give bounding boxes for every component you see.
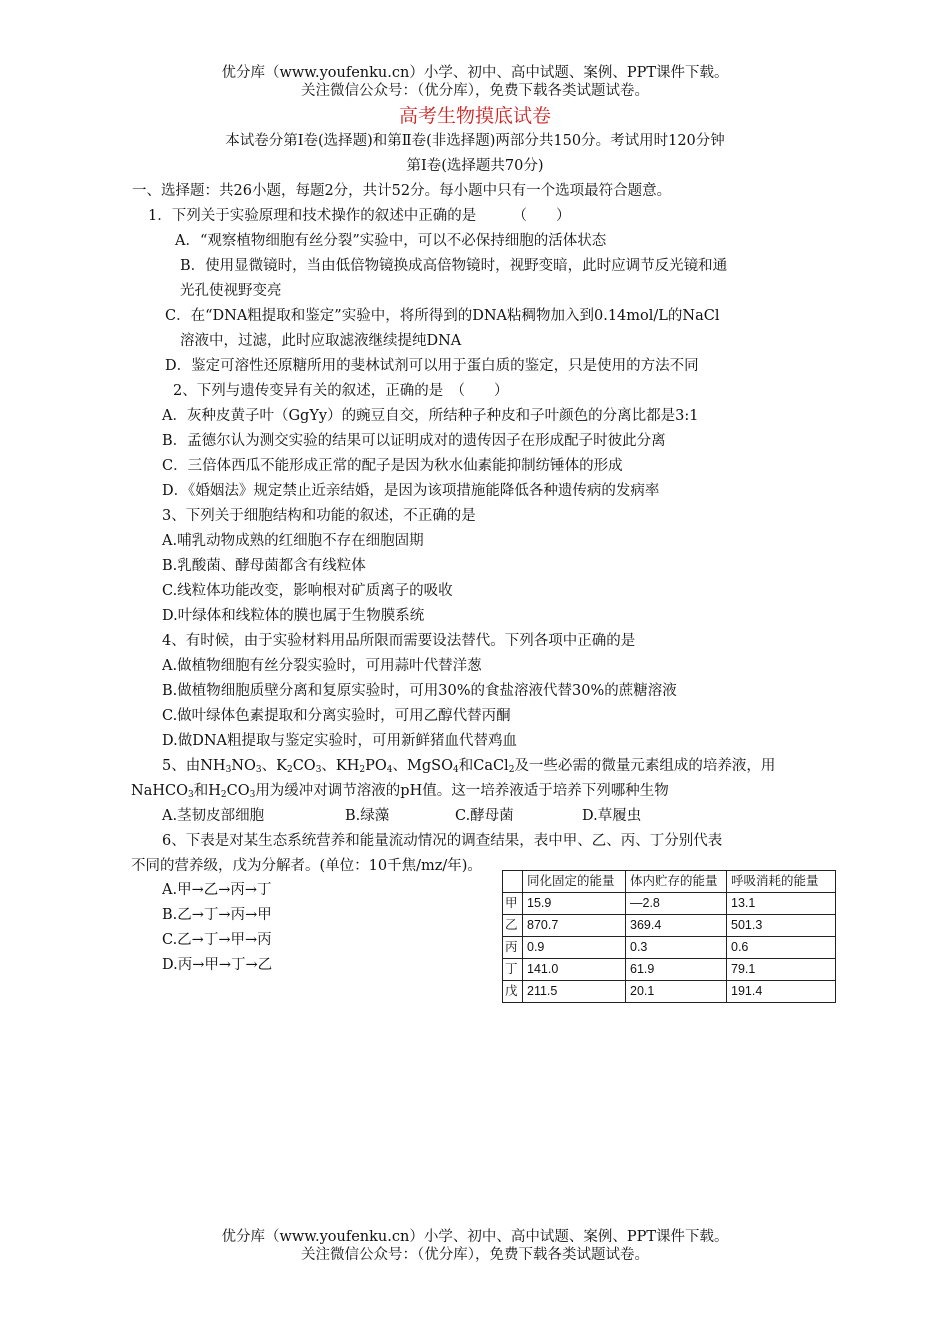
q6-stem-line1: 6、下表是对某生态系统营养和能量流动情况的调查结果，表中甲、乙、丙、丁分别代表	[162, 833, 723, 849]
part1-heading: 第Ⅰ卷(选择题共70分)	[406, 158, 544, 174]
q5-stem-line2: NaHCO$_3$和$H_2CO_3$用为缓冲对调节溶液的pH值。这一培养液适于培养下列哪种生物	[131, 783, 669, 800]
q1-option-d: D．鉴定可溶性还原糖所用的斐林试剂可以用于蛋白质的鉴定，只是使用的方法不同	[165, 358, 699, 374]
exam-intro: 本试卷分第Ⅰ卷(选择题)和第Ⅱ卷(非选择题)两部分共150分。考试用时120分钟	[225, 133, 725, 149]
table-row	[503, 981, 836, 1003]
table-cell: 乙	[503, 915, 523, 937]
table-cell: 141.0	[523, 959, 626, 981]
q4-stem: 4、有时候，由于实验材料用品所限而需要设法替代。下列各项中正确的是	[162, 633, 636, 649]
table-cell: —2.8	[626, 893, 727, 915]
q3-option-c: C.线粒体功能改变，影响根对矿质离子的吸收	[162, 583, 453, 599]
table-cell: 79.1	[727, 959, 836, 981]
table-row	[503, 893, 836, 915]
q3-option-d: D.叶绿体和线粒体的膜也属于生物膜系统	[162, 608, 425, 624]
q3-option-a: A.哺乳动物成熟的红细胞不存在细胞固期	[162, 533, 424, 549]
q5-option-c: C.酵母菌	[455, 808, 514, 824]
section1-heading: 一、选择题：共26小题，每题2分，共计52分。每小题中只有一个选项最符合题意。	[132, 183, 672, 199]
table-cell: 20.1	[626, 981, 727, 1003]
q1-option-b-line1: B．使用显微镜时，当由低倍物镜换成高倍物镜时，视野变暗，此时应调节反光镜和通	[180, 258, 728, 274]
q1-option-c-line2: 溶液中，过滤，此时应取滤液继续提纯DNA	[180, 333, 462, 349]
q4-option-a: A.做植物细胞有丝分裂实验时，可用蒜叶代替洋葱	[162, 658, 482, 674]
q4-option-c: C.做叶绿体色素提取和分离实验时，可用乙醇代替丙酮	[162, 708, 511, 724]
q4-option-d: D.做DNA粗提取与鉴定实验时，可用新鲜猪血代替鸡血	[162, 733, 518, 749]
header-line-1: 优分库（www.youfenku.cn）小学、初中、高中试题、案例、PPT课件下载。	[221, 65, 729, 81]
q3-option-b: B.乳酸菌、酵母菌都含有线粒体	[162, 558, 366, 574]
q6-option-a: A.甲→乙→丙→丁	[162, 882, 272, 898]
table-row	[503, 915, 836, 937]
table-row	[503, 937, 836, 959]
table-cell: 甲	[503, 893, 523, 915]
q6-stem-line2: 不同的营养级，戊为分解者。(单位：10千焦/mz/年)。	[131, 858, 482, 874]
footer-line-2: 关注微信公众号：（优分库），免费下载各类试题试卷。	[301, 1247, 649, 1263]
table-cell: 191.4	[727, 981, 836, 1003]
q1-option-b-line2: 光孔使视野变亮	[180, 283, 282, 299]
exam-title: 高考生物摸底试卷	[398, 105, 551, 127]
q4-option-b: B.做植物细胞质壁分离和复原实验时，可用30%的食盐溶液代替30%的蔗糖溶液	[162, 683, 677, 699]
table-cell: 0.6	[727, 937, 836, 959]
q5-stem-line1: 5、由$NH_3NO_3$、$K_2CO_3$、$KH_2PO_4$、MgSO$_4$和CaCl$_2$及一些必需的微量元素组成的培养液，用	[162, 758, 776, 775]
footer-line-1: 优分库（www.youfenku.cn）小学、初中、高中试题、案例、PPT课件下载。	[221, 1229, 729, 1245]
q2-option-c: C．三倍体西瓜不能形成正常的配子是因为秋水仙素能抑制纺锤体的形成	[162, 458, 623, 474]
table-cell: 501.3	[727, 915, 836, 937]
header-line-2: 关注微信公众号：（优分库），免费下载各类试题试卷。	[301, 83, 649, 99]
energy-flow-table	[502, 870, 836, 1003]
q2-option-a: A．灰种皮黄子叶（GgYy）的豌豆自交，所结种子种皮和子叶颜色的分离比都是3:1	[162, 408, 699, 424]
q6-option-b: B.乙→丁→丙→甲	[162, 907, 272, 923]
table-cell: 丁	[503, 959, 523, 981]
q1-option-c-line1: C．在“DNA粗提取和鉴定”实验中，将所得到的DNA粘稠物加入到0.14mol/L的NaCl	[165, 308, 720, 324]
q1-option-a: A．“观察植物细胞有丝分裂”实验中，可以不必保持细胞的活体状态	[175, 233, 607, 249]
table-row	[503, 959, 836, 981]
q5-option-b: B.绿藻	[345, 808, 390, 824]
q1-stem: 1．下列关于实验原理和技术操作的叙述中正确的是 （ ）	[148, 208, 571, 224]
q2-option-d: D．《婚姻法》规定禁止近亲结婚，是因为该项措施能降低各种遗传病的发病率	[162, 483, 660, 499]
table-cell: 211.5	[523, 981, 626, 1003]
table-cell: 戊	[503, 981, 523, 1003]
table-cell: 369.4	[626, 915, 727, 937]
table-cell: 0.9	[523, 937, 626, 959]
q2-stem: 2、下列与遗传变异有关的叙述，正确的是 （ ）	[173, 383, 509, 399]
table-cell: 870.7	[523, 915, 626, 937]
q3-stem: 3、下列关于细胞结构和功能的叙述，不正确的是	[162, 508, 476, 524]
q6-option-d: D.丙→甲→丁→乙	[162, 957, 273, 973]
table-cell: 61.9	[626, 959, 727, 981]
table-header-cell: 呼吸消耗的能量	[727, 871, 836, 893]
table-header-cell: 同化固定的能量	[523, 871, 626, 893]
q6-option-c: C.乙→丁→甲→丙	[162, 932, 272, 948]
table-cell: 15.9	[523, 893, 626, 915]
q5-option-a: A.茎韧皮部细胞	[162, 808, 265, 824]
table-header-row	[503, 871, 836, 893]
q2-option-b: B．孟德尔认为测交实验的结果可以证明成对的遗传因子在形成配子时彼此分离	[162, 433, 666, 449]
table-header-cell: 体内贮存的能量	[626, 871, 727, 893]
table-cell: 丙	[503, 937, 523, 959]
q5-option-d: D.草履虫	[582, 808, 642, 824]
table-cell: 13.1	[727, 893, 836, 915]
table-header-cell	[503, 871, 523, 893]
table-cell: 0.3	[626, 937, 727, 959]
